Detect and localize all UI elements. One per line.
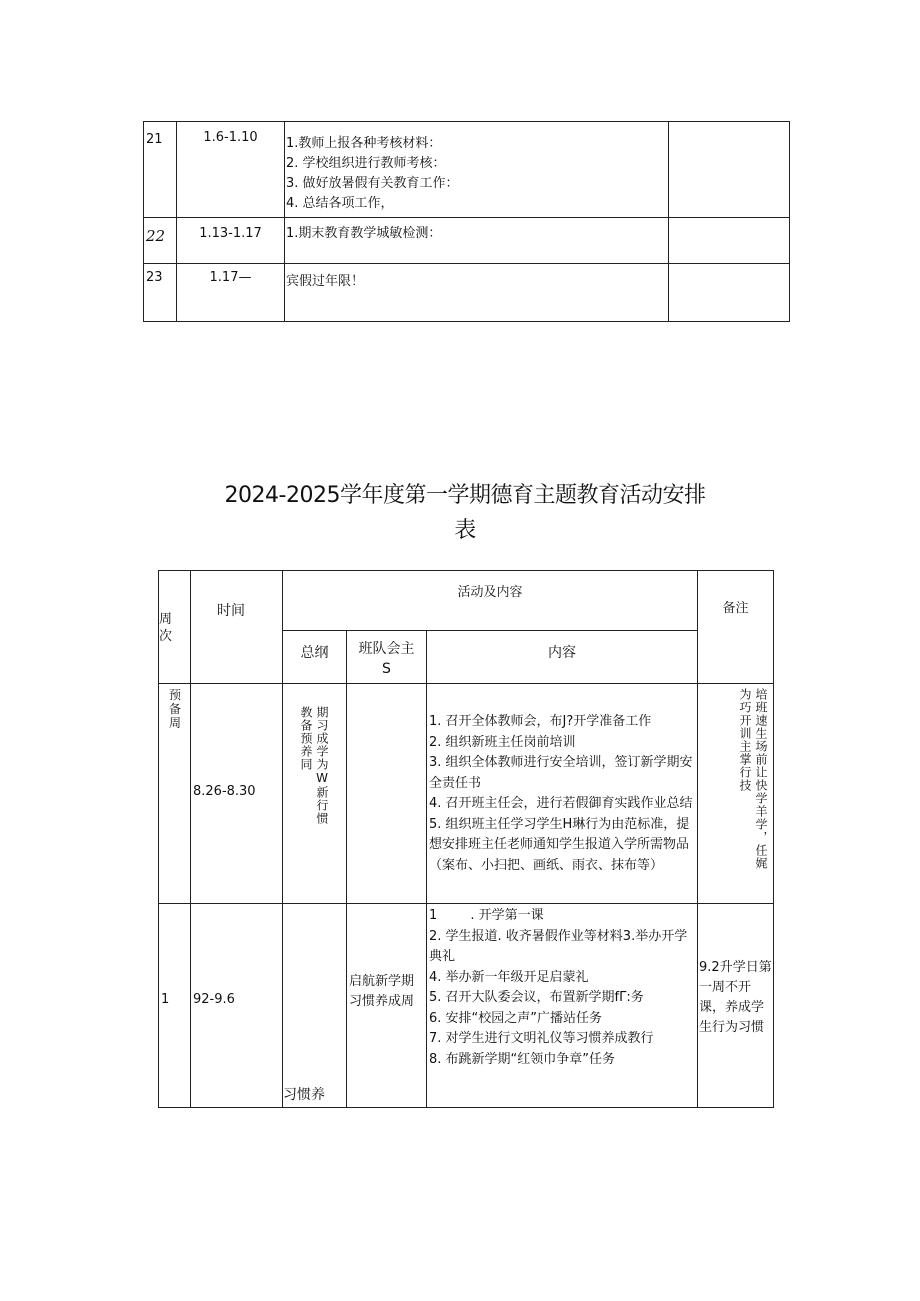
class-meeting-cell [347, 684, 427, 904]
time-cell: 92-9.6 [191, 904, 283, 1108]
title-line-1: 2024-2025学年度第一学期德育主题教育活动安排 [224, 483, 706, 508]
note-cell [669, 218, 790, 264]
list-item: 宾假过年限！ [286, 274, 365, 289]
note-cell [669, 122, 790, 218]
header-remark: 备注 [698, 571, 774, 684]
content-cell [427, 684, 698, 904]
header-content: 内容 [427, 631, 698, 684]
list-item: 2. 组织新班主任岗前培训 [429, 734, 576, 750]
list-item: 4. 举办新一年级开足启蒙礼 [429, 969, 589, 985]
header-activities: 活动及内容 [283, 571, 698, 631]
list-item: 1 . 开学第一课 [429, 908, 544, 923]
week-cell: 1 [159, 904, 191, 1108]
list-item: 5. 召开大队委会议，布置新学期fΓ:务 [429, 990, 644, 1005]
note-cell [669, 264, 790, 322]
content-cell [285, 218, 669, 264]
outline-text-2: 教备预养同 [299, 706, 313, 771]
list-item: 1.期末教育教学城敏检测： [286, 226, 442, 241]
list-item: 2. 学校组织进行教师考核： [286, 156, 446, 171]
table-row [159, 684, 774, 904]
remark-cell [698, 684, 774, 904]
list-item: 3. 组织全体教师进行安全培训，签订新学期安全责任书 [429, 755, 693, 791]
week-label: 预备周 [169, 688, 182, 730]
schedule-table-top [143, 121, 790, 322]
title-line-2: 表 [454, 518, 476, 543]
header-outline: 总纲 [283, 631, 347, 684]
content-cell [427, 904, 698, 1108]
table-row [144, 264, 790, 322]
outline-text: 期习成学为W新行惯 [315, 706, 329, 825]
week-cell: 21 [144, 122, 177, 218]
list-item: 4. 召开班主任会，进行若假御育实践作业总结5. 组织班主任学习学生H琳行为由范标准，提想安排班主任老师通知学生报道入学所需物品（案布、小扫把、画纸、雨衣、抹布等） [429, 796, 693, 873]
week-cell: 22 [144, 218, 177, 264]
week-cell: 23 [144, 264, 177, 322]
content-cell [285, 122, 669, 218]
outline-cell [283, 684, 347, 904]
header-time: 时间 [191, 571, 283, 684]
week-cell [159, 684, 191, 904]
table-row [159, 904, 774, 1108]
header-row [159, 571, 774, 631]
header-class-meeting: 班队会主 S [347, 631, 427, 684]
outline-cell: 习惯养 [283, 904, 347, 1108]
table-row [144, 122, 790, 218]
list-item: 7. 对学生进行文明礼仪等习惯养成教行 [429, 1031, 654, 1046]
date-cell: 1.17— [177, 264, 285, 322]
remark-text-2: 为巧开训主掌行技 [738, 688, 753, 792]
list-item: 6. 安排“校园之声”广播站任务 [429, 1010, 603, 1026]
table-row [144, 218, 790, 264]
list-item: 1. 召开全体教师会，布J?开学准备工作 [429, 714, 652, 729]
date-cell: 1.13-1.17 [177, 218, 285, 264]
content-cell [285, 264, 669, 322]
remark-cell: 9.2升学日第一周不开课，养成学生行为习惯 [698, 904, 774, 1108]
list-item: 2. 学生报道. 收齐暑假作业等材料3.举办开学典礼 [429, 928, 688, 964]
class-meeting-cell: 启航新学期习惯养成周 [347, 904, 427, 1108]
list-item: 1.教师上报各种考核材料： [286, 136, 442, 151]
list-item: 3. 做好放暑假有关教育工作： [286, 176, 459, 191]
list-item: 4. 总结各项工作， [286, 196, 394, 211]
header-week: 周 次 [159, 571, 191, 684]
list-item: 8. 布跳新学期“红领巾争章”任务 [429, 1051, 616, 1067]
time-cell: 8.26-8.30 [191, 684, 283, 904]
remark-text: 培班速生场前让快学羊学，任娓 [754, 688, 769, 870]
schedule-table-main [158, 570, 774, 1108]
date-cell: 1.6-1.10 [177, 122, 285, 218]
page-title [160, 478, 770, 548]
